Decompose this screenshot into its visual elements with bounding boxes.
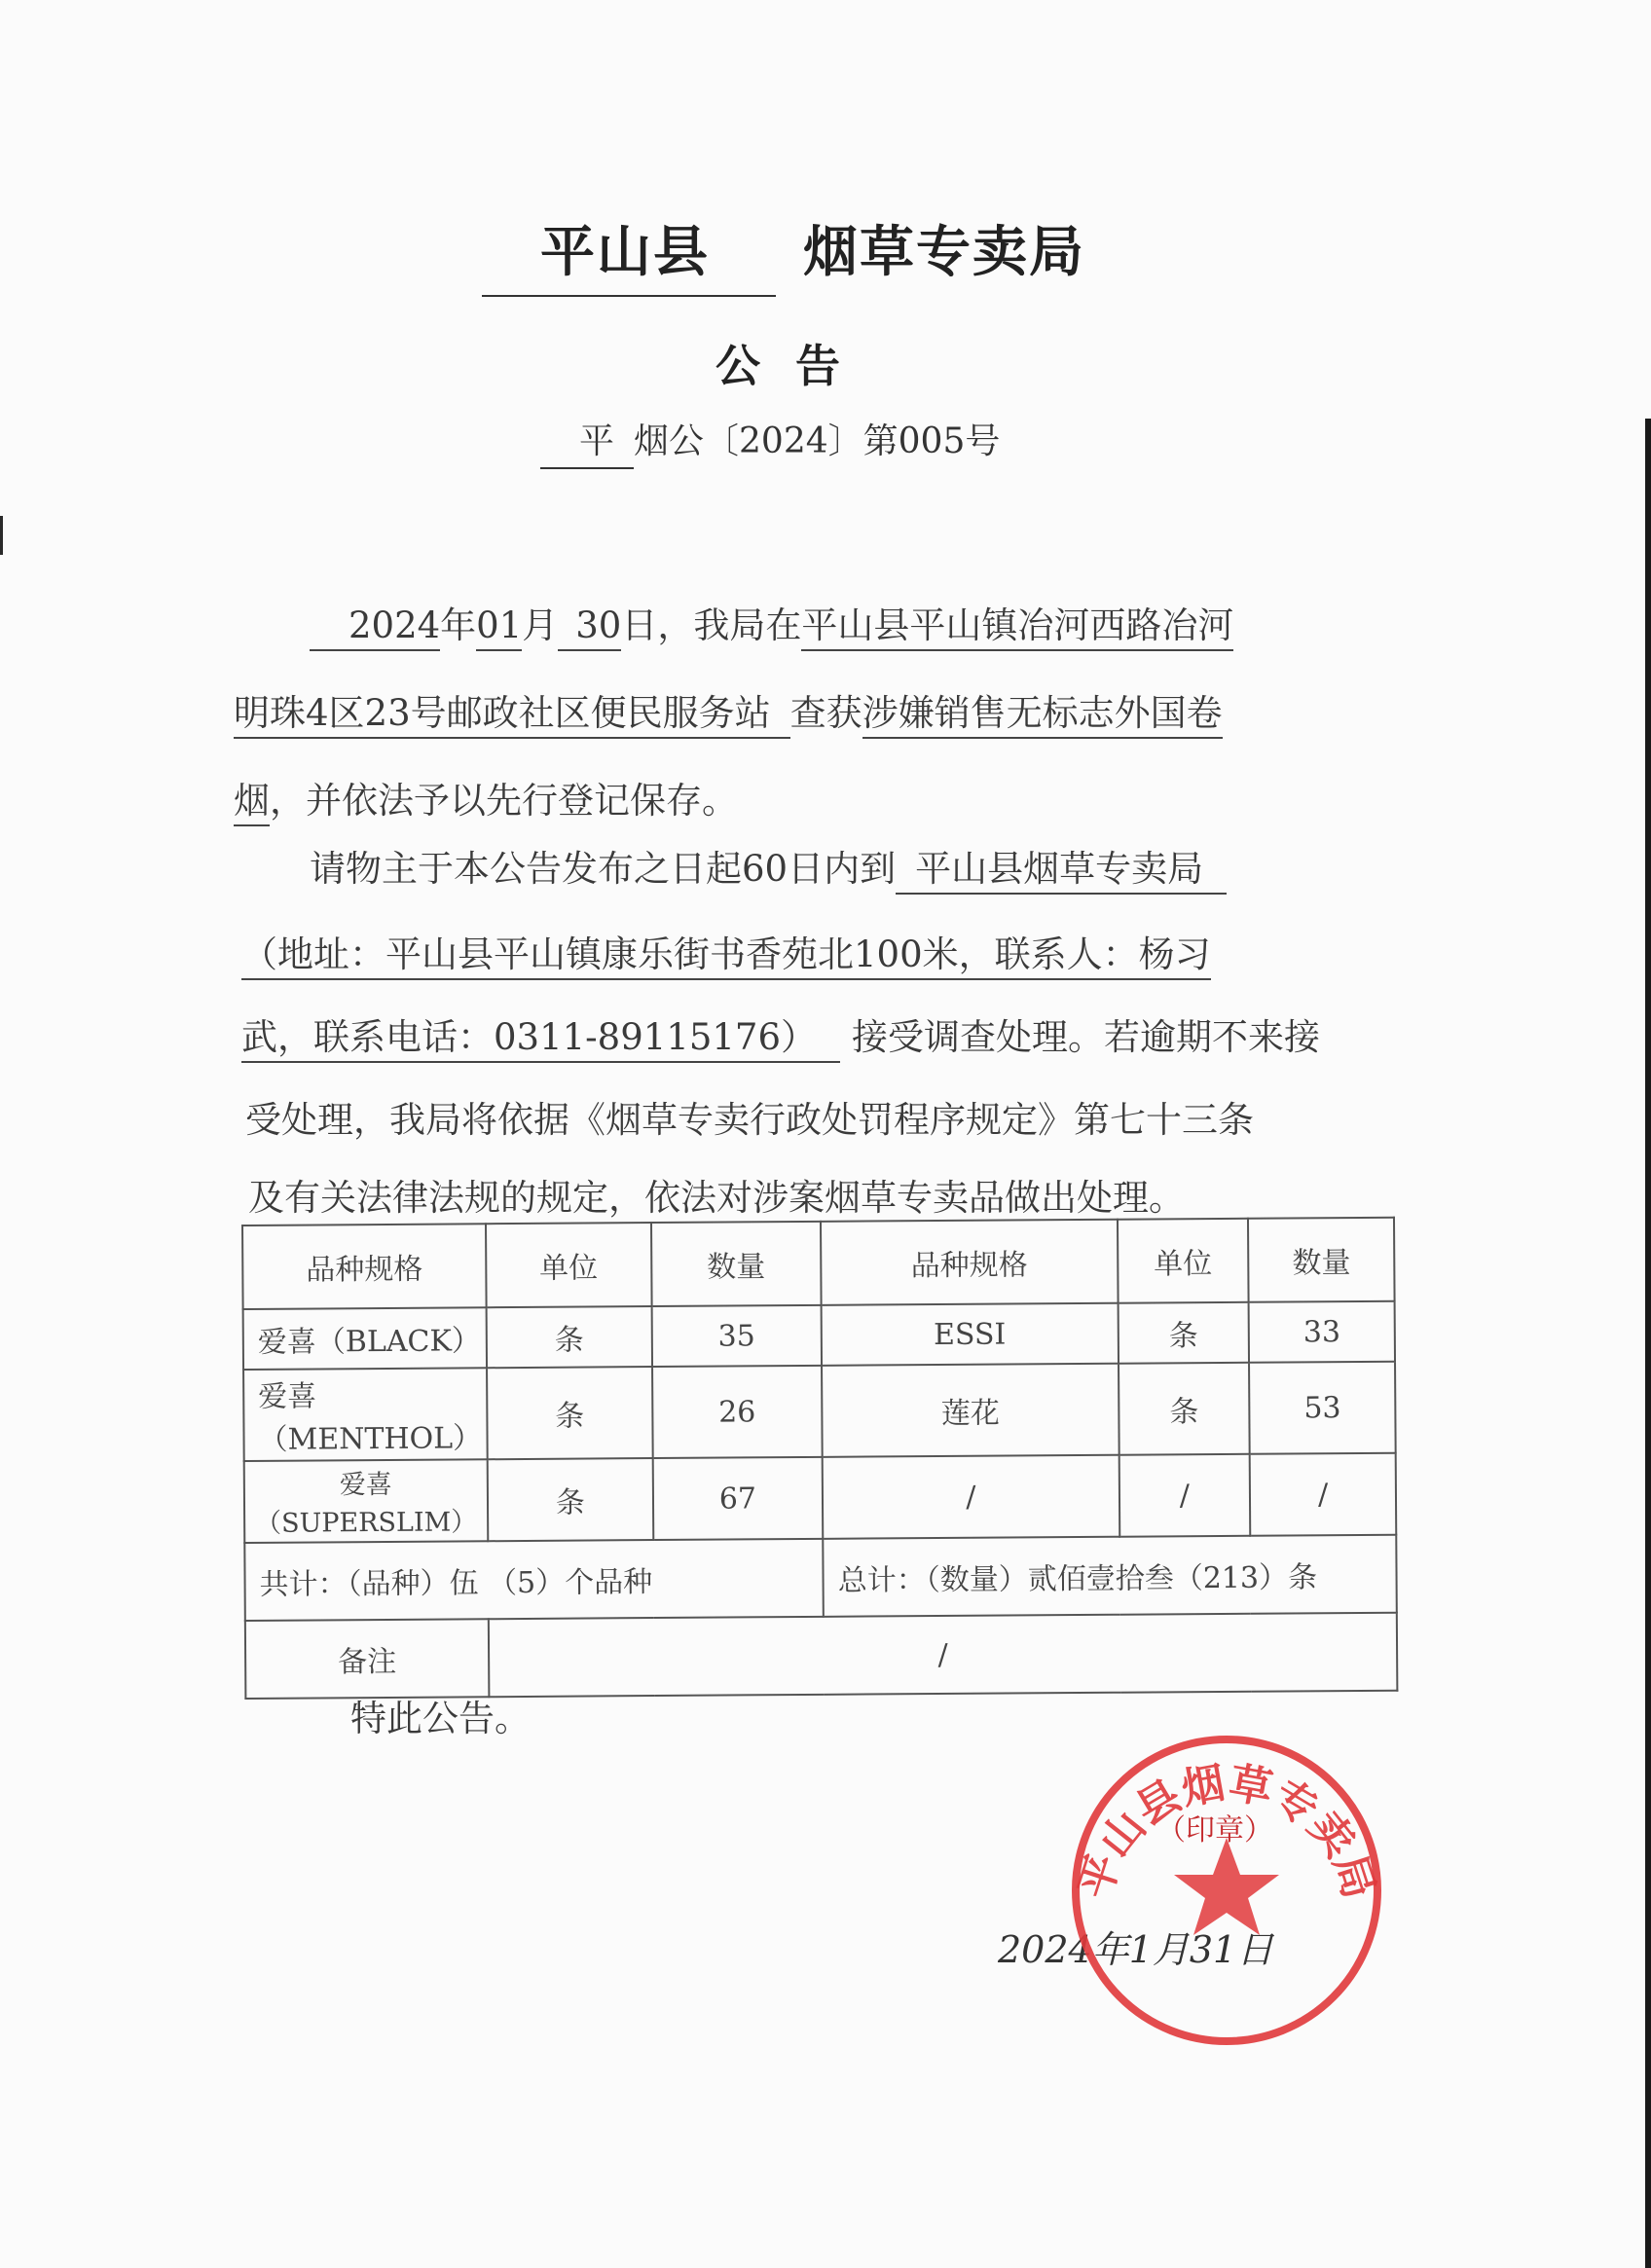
table-cell: 35 — [651, 1305, 822, 1367]
para2-intro: 请物主于本公告发布之日起60日内到 — [310, 848, 897, 890]
para2-line2 — [241, 925, 1211, 977]
para1-month-suffix: 月 — [522, 604, 559, 646]
document-subtitle: 公告 — [715, 340, 875, 392]
doc-number-prefix: 平 — [540, 414, 634, 469]
para1-year-suffix: 年 — [440, 604, 477, 646]
para1-offense-part1: 涉嫌销售无标志外国卷 — [862, 692, 1223, 739]
para2-line1 — [310, 839, 1227, 892]
table-cell: / — [1119, 1454, 1250, 1537]
document-number — [540, 414, 1000, 469]
table-header-row — [242, 1218, 1395, 1309]
header-unit-2: 单位 — [1118, 1219, 1249, 1303]
table-cell: 53 — [1249, 1362, 1395, 1454]
para1-line2 — [234, 683, 1223, 736]
document-title — [482, 209, 1085, 297]
table-cell: / — [823, 1455, 1119, 1539]
para1-line1 — [310, 596, 1233, 648]
para1-month: 01 — [476, 604, 522, 651]
table-totals-row — [244, 1535, 1397, 1621]
para2-accept: 接受调查处理。若逾期不来接 — [852, 1016, 1320, 1058]
table-cell: 爱喜（MENTHOL） — [243, 1368, 488, 1461]
table-cell: 条 — [487, 1306, 652, 1368]
remarks-value: / — [489, 1613, 1398, 1698]
header-quantity-2: 数量 — [1248, 1218, 1394, 1302]
total-quantity: 总计：（数量）贰佰壹拾叁（213）条 — [823, 1535, 1396, 1617]
title-rest: 烟草专卖局 — [803, 220, 1085, 284]
para1-location-part2: 明珠4区23号邮政社区便民服务站 — [234, 692, 790, 739]
para2-line5: 及有关法律法规的规定，依法对涉案烟草专卖品做出处理。 — [248, 1177, 1185, 1219]
table-cell: 莲花 — [822, 1364, 1119, 1457]
header-variety-2: 品种规格 — [821, 1220, 1118, 1305]
table-cell: 33 — [1249, 1301, 1395, 1363]
seized-items-table — [241, 1217, 1398, 1700]
para2-address: （地址：平山县平山镇康乐街书香苑北100米，联系人：杨习 — [241, 933, 1211, 980]
table-row — [244, 1453, 1397, 1543]
title-org-name: 平山县 — [482, 209, 776, 297]
para2-line3 — [241, 1007, 1320, 1060]
para1-day-suffix: 日，我局在 — [621, 604, 802, 646]
total-varieties: 共计：（品种）伍 （5）个品种 — [244, 1539, 824, 1621]
para1-location-part1: 平山县平山镇冶河西路冶河 — [801, 604, 1233, 651]
para1-year: 2024 — [310, 604, 440, 651]
table-cell: / — [1250, 1453, 1396, 1536]
table-cell: 爱喜（SUPERSLIM） — [244, 1459, 489, 1543]
para2-line4: 受处理，我局将依据《烟草专卖行政处罚程序规定》第七十三条 — [245, 1099, 1254, 1141]
signature-date: 2024年1月31日 — [998, 1928, 1274, 1971]
table-cell: 条 — [488, 1458, 653, 1541]
header-unit-1: 单位 — [486, 1223, 651, 1307]
table-cell: 26 — [652, 1366, 823, 1458]
table-cell: 条 — [1118, 1302, 1249, 1364]
seal-star-icon — [1174, 1838, 1279, 1935]
remarks-label: 备注 — [245, 1619, 490, 1699]
para1-line3 — [234, 771, 738, 823]
table-cell: 条 — [1119, 1363, 1250, 1455]
doc-number-rest: 烟公〔2024〕第005号 — [634, 421, 1001, 461]
seal-center-text: （印章） — [1156, 1813, 1273, 1847]
seal-ring-text: 平山县烟草专卖局 — [1070, 1758, 1384, 1905]
table-cell: 条 — [487, 1367, 652, 1459]
header-quantity-1: 数量 — [651, 1222, 822, 1306]
scan-edge-left — [0, 516, 3, 555]
header-variety-1: 品种规格 — [242, 1224, 487, 1309]
para1-ending: ，并依法予以先行登记保存。 — [270, 780, 738, 822]
official-seal-icon — [1069, 1733, 1385, 2049]
table-remarks-row — [245, 1613, 1398, 1699]
table-row — [243, 1301, 1395, 1370]
para1-found: 查获 — [789, 692, 862, 734]
table-cell: 爱喜（BLACK） — [243, 1307, 487, 1370]
para2-contact: 武，联系电话：0311-89115176） — [241, 1016, 840, 1063]
para1-offense-part2: 烟 — [234, 780, 270, 826]
scan-edge-right — [1645, 419, 1651, 2268]
table-cell: 67 — [652, 1457, 823, 1540]
table-cell: ESSI — [822, 1303, 1119, 1366]
para2-office: 平山县烟草专卖局 — [896, 848, 1227, 895]
para1-day: 30 — [558, 604, 621, 651]
closing-text: 特此公告。 — [350, 1698, 531, 1739]
table-row — [243, 1362, 1396, 1461]
